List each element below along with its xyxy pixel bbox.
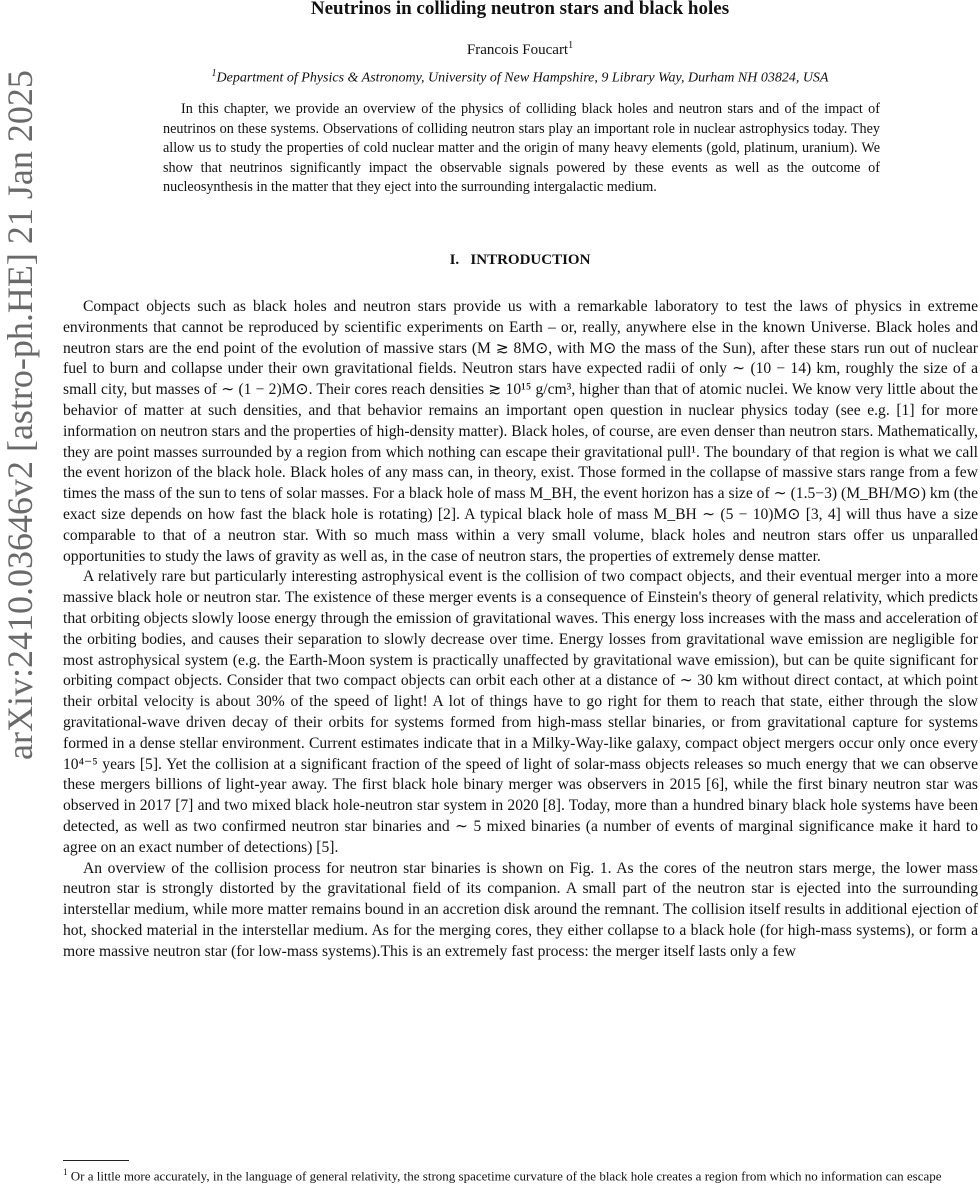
author-mark: 1 xyxy=(568,40,574,51)
affiliation xyxy=(0,68,980,87)
body-text xyxy=(63,297,978,963)
paragraph: An overview of the collision process for neutron star binaries is shown on Fig. 1. As the cores of the neutron stars merge, the lower mass neutron star is strongly distorted by the gravitational field of its companion. A small part of the neutron star is ejected into the surrounding interstellar medium, while more matter remains bound in an accretion disk around the remnant. The collision itself results in additional ejection of hot, shocked material in the interstellar medium. As for the merging cores, they either collapse to a black hole (for high-mass systems), or form a more massive neutron star (for low-mass systems).This is an extremely fast process: the merger itself lasts only a few xyxy=(63,859,978,960)
footnote-mark: 1 xyxy=(63,1167,68,1177)
paragraph: Compact objects such as black holes and neutron stars provide us with a remarkable laboratory to test the laws of physics in extreme environments that cannot be reproduced by scientific experiments on Earth – or, really, anywhere else in the known Universe. Black holes and neutron stars are the end point of the evolution of massive stars (M ≳ 8M⊙, with M⊙ the mass of the Sun), after these stars run out of nuclear fuel to burn and collapse under their own gravitational fields. Neutron stars have expected radii of only ∼ (10 − 14) km, roughly the size of a small city, but masses of ∼ (1 − 2)M⊙. Their cores reach densities ≳ 10¹⁵ g/cm³, higher than that of atomic nuclei. We know very little about the behavior of matter at such densities, and that behavior remains an important open question in nuclear physics today (see e.g. [1] for more information on neutron stars and the properties of high-density matter). Black holes, of course, are even denser than neutron stars. Mathematically, they are point masses surrounded by a region from which nothing can escape their gravitational pull¹. The boundary of that region is what we call the event horizon of the black hole. Black holes of any mass can, in theory, exist. Those formed in the collapse of massive stars range from a few times the mass of the sun to tens of solar masses. For a black hole of mass M_BH, the event horizon has a size of ∼ (1.5−3) (M_BH/M⊙) km (the exact size depends on how fast the black hole is rotating) [2]. A typical black hole of mass M_BH ∼ (5 − 10)M⊙ [3, 4] will thus have a size comparable to that of a neutron star. With so much mass within a very small volume, black holes and neutron stars offer us unparalled opportunities to study the laws of gravity as well as, in the case of neutron stars, the properties of extremely dense matter. xyxy=(63,298,978,565)
author-name: Francois Foucart xyxy=(466,42,569,58)
abstract-text: In this chapter, we provide an overview of the physics of colliding black holes and neutron stars and of the impact of neutrinos on these systems. Observations of colliding neutron stars play an important role in nuclear astrophysics today. They allow us to study the properties of cold nuclear matter and the origin of many heavy elements (gold, platinum, uranium). We show that neutrinos significantly impact the observable signals powered by these events as well as the outcome of nucleosynthesis in the matter that they eject into the surrounding intergalactic medium. xyxy=(163,101,880,195)
arxiv-identifier: arXiv:2410.03646v2 [astro-ph.HE] 21 Jan 2025 xyxy=(0,70,40,760)
paragraph: A relatively rare but particularly interesting astrophysical event is the collision of two compact objects, and their eventual merger into a more massive black hole or neutron star. The existence of these merger events is a consequence of Einstein's theory of general relativity, which predicts that orbiting objects slowly loose energy through the emission of gravitational waves. This energy loss increases with the mass and acceleration of the orbiting bodies, and causes their separation to slowly decrease over time. Energy losses from gravitational wave emission are negligible for most astrophysical system (e.g. the Earth-Moon system is practically unaffected by gravitational wave emission), but can be quite significant for orbiting compact objects. Consider that two compact objects can orbit each other at a distance of ∼ 30 km without direct contact, at which point their orbital velocity is about 30% of the speed of light! A lot of things have to go right for them to reach that state, either through the slow gravitational-wave driven decay of their orbits for systems formed from high-mass stellar binaries, or from gravitational capture for systems formed in a dense stellar environment. Current estimates indicate that in a Milky-Way-like galaxy, compact object mergers occur only once every 10⁴⁻⁵ years [5]. Yet the collision at a significant fraction of the speed of light of solar-mass objects releases so much energy that we can observe these mergers billions of light-year away. The first black hole binary merger was observers in 2015 [6], while the first binary neutron star was observed in 2017 [7] and two mixed black hole-neutron star system in 2020 [8]. Today, more than a hundred binary black hole systems have been detected, as well as two confirmed neutron star binaries and ∼ 5 mixed binaries (a number of events of marginal significance make it hard to agree on an exact number of detections) [5]. xyxy=(63,568,978,856)
section-title: INTRODUCTION xyxy=(470,252,591,268)
author-line xyxy=(0,40,980,59)
footnote-text: Or a little more accurately, in the language of general relativity, the strong spacetime curvature of the black hole creates a region from which no information can escape xyxy=(70,1168,942,1184)
section-number: I. xyxy=(449,252,460,268)
affiliation-text: Department of Physics & Astronomy, University of New Hampshire, 9 Library Way, Durham NH 03824, USA xyxy=(216,70,829,86)
footnote xyxy=(63,1164,978,1184)
paper-title: Neutrinos in colliding neutron stars and black holes xyxy=(310,0,730,19)
abstract xyxy=(163,100,880,198)
footnote-rule xyxy=(63,1160,129,1161)
affiliation-mark: 1 xyxy=(211,68,217,79)
section-heading xyxy=(0,252,980,269)
